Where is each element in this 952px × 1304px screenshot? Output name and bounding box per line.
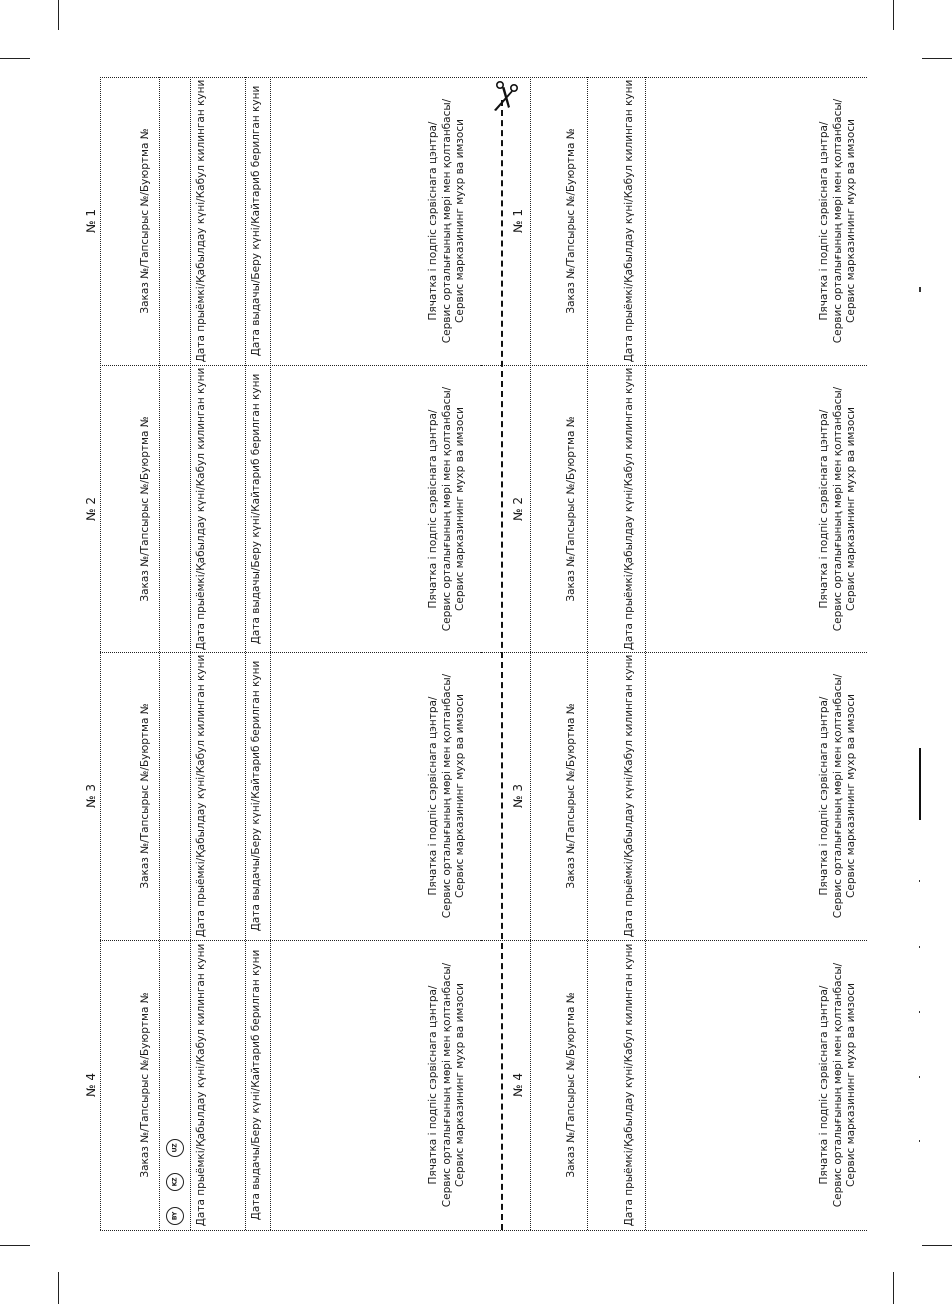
signature-line: Сервис орталығының мөрі мен қолтанбасы/: [831, 673, 844, 919]
signature-line: Сервис марказининг мухр ва имзоси: [453, 694, 466, 898]
column-divider: [587, 77, 588, 1230]
signature-line: Пячатка і подпіс сэрвіснага цэнтра/: [426, 985, 439, 1185]
signature-line: Сервис орталығының мөрі мен қолтанбасы/: [440, 673, 453, 919]
date-issued-field-text: Дата выдачы/Беру күні/Кайтариб берилган куни: [250, 85, 262, 357]
crop-mark: [0, 1245, 30, 1246]
date-issued-field-text: Дата выдачы/Беру күні/Кайтариб берилган куни: [250, 949, 262, 1221]
signature-line: Сервис марказининг мухр ва имзоси: [453, 406, 466, 611]
column-divider: [270, 77, 271, 1230]
tick-mark: [919, 1076, 920, 1078]
coupon-number-text: № 1: [84, 209, 98, 233]
signature-line: Сервис орталығының мөрі мен қолтанбасы/: [831, 98, 844, 344]
signature-line: Пячатка і подпіс сэрвіснага цэнтра/: [817, 409, 830, 608]
signature-line: Сервис орталығының мөрі мен қолтанбасы/: [831, 386, 844, 631]
service-center-signature-lines: [818, 386, 859, 630]
order-number-field-text: Заказ №/Тапсырыс №/Буюртма №: [565, 128, 577, 314]
fold-marker: [919, 748, 921, 820]
order-number-field-text: Заказ №/Тапсырыс №/Буюртма №: [139, 128, 151, 314]
crop-mark: [58, 0, 59, 30]
date-issued-field-text: Дата выдачы/Беру күні/Кайтариб берилган куни: [250, 373, 262, 644]
language-badge-uz: UZ: [166, 1139, 184, 1157]
column-divider: [190, 77, 191, 1230]
signature-line: Сервис орталығының мөрі мен қолтанбасы/: [440, 98, 453, 344]
signature-line: Пячатка і подпіс сэрвіснага цэнтра/: [426, 121, 439, 321]
order-number-field-text: Заказ №/Тапсырыс №/Буюртма №: [139, 992, 151, 1178]
coupon-number-text: № 3: [511, 784, 525, 808]
order-number-field-text: Заказ №/Тапсырыс №/Буюртма №: [565, 703, 577, 889]
service-center-signature-lines: [427, 386, 468, 630]
service-center-signature-lines: [818, 674, 859, 918]
tick-mark: [919, 287, 921, 292]
cut-line: [501, 100, 503, 1230]
crop-mark: [922, 58, 952, 59]
date-received-field-text: Дата прыёмкі/Қабылдау күні/Кабул килинган куни: [623, 367, 635, 650]
signature-line: Сервис марказининг мухр ва имзоси: [844, 694, 857, 898]
service-center-signature-lines: [427, 99, 468, 343]
tick-mark: [919, 880, 920, 882]
service-center-signature-lines: [818, 99, 859, 343]
column-divider: [530, 77, 531, 1230]
date-received-field-text: Дата прыёмкі/Қабылдау күні/Кабул килинган куни: [623, 654, 635, 938]
column-divider: [159, 77, 160, 1230]
crop-mark: [922, 1245, 952, 1246]
date-received-field-text: Дата прыёмкі/Қабылдау күні/Кабул килинган куни: [623, 79, 635, 363]
date-received-field-text: Дата прыёмкі/Қабылдау күні/Кабул килинган куни: [195, 79, 207, 363]
signature-line: Сервис орталығының мөрі мен қолтанбасы/: [440, 962, 453, 1208]
row-divider: [481, 652, 867, 653]
order-number-field-text: Заказ №/Тапсырыс №/Буюртма №: [139, 415, 151, 602]
date-received-field-text: Дата прыёмкі/Қабылдау күні/Кабул килинган куни: [195, 943, 207, 1227]
coupon-number-text: № 2: [84, 496, 98, 521]
column-divider: [645, 77, 646, 1230]
order-number-field-text: Заказ №/Тапсырыс №/Буюртма №: [139, 703, 151, 889]
row-divider: [100, 77, 867, 78]
service-center-signature-lines: [427, 963, 468, 1207]
signature-line: Сервис марказининг мухр ва имзоси: [844, 983, 857, 1187]
coupon-number-text: № 4: [511, 1073, 525, 1097]
signature-line: Сервис марказининг мухр ва имзоси: [844, 406, 857, 611]
date-issued-field-text: Дата выдачы/Беру күні/Кайтариб берилган куни: [250, 660, 262, 932]
crop-mark: [893, 1272, 894, 1304]
row-divider: [100, 940, 481, 941]
signature-line: Сервис марказининг мухр ва имзоси: [453, 119, 466, 323]
coupon-number-text: № 4: [84, 1073, 98, 1097]
row-divider: [100, 1230, 867, 1231]
order-number-field-text: Заказ №/Тапсырыс №/Буюртма №: [565, 415, 577, 602]
signature-line: Пячатка і подпіс сэрвіснага цэнтра/: [817, 696, 830, 896]
column-divider: [245, 77, 246, 1230]
service-center-signature-lines: [427, 674, 468, 918]
date-received-field-text: Дата прыёмкі/Қабылдау күні/Кабул килинган куни: [195, 654, 207, 938]
crop-mark: [893, 0, 894, 30]
row-divider: [481, 365, 867, 366]
scissors-icon: [486, 80, 522, 116]
language-badge-by: BY: [166, 1207, 184, 1225]
tick-mark: [919, 1140, 920, 1142]
coupon-number-text: № 3: [84, 784, 98, 808]
tick-mark: [919, 946, 920, 948]
tick-mark: [919, 1011, 920, 1013]
row-divider: [481, 940, 867, 941]
signature-line: Сервис марказининг мухр ва имзоси: [453, 983, 466, 1187]
date-received-field-text: Дата прыёмкі/Қабылдау күні/Кабул килинган куни: [195, 367, 207, 650]
signature-line: Сервис орталығының мөрі мен қолтанбасы/: [831, 962, 844, 1208]
date-received-field-text: Дата прыёмкі/Қабылдау күні/Кабул килинган куни: [623, 943, 635, 1227]
coupon-number-text: № 2: [511, 496, 525, 521]
crop-mark: [0, 58, 30, 59]
column-divider: [100, 77, 101, 1230]
signature-line: Пячатка і подпіс сэрвіснага цэнтра/: [426, 409, 439, 608]
signature-line: Пячатка і подпіс сэрвіснага цэнтра/: [426, 696, 439, 896]
signature-line: Сервис орталығының мөрі мен қолтанбасы/: [440, 386, 453, 631]
row-divider: [100, 365, 481, 366]
service-center-signature-lines: [818, 963, 859, 1207]
signature-line: Пячатка і подпіс сэрвіснага цэнтра/: [817, 121, 830, 321]
coupon-number-text: № 1: [511, 209, 525, 233]
order-number-field-text: Заказ №/Тапсырыс №/Буюртма №: [565, 992, 577, 1178]
signature-line: Сервис марказининг мухр ва имзоси: [844, 119, 857, 323]
language-badge-kz: KZ: [166, 1173, 184, 1191]
signature-line: Пячатка і подпіс сэрвіснага цэнтра/: [817, 985, 830, 1185]
crop-mark: [58, 1272, 59, 1304]
row-divider: [100, 652, 481, 653]
